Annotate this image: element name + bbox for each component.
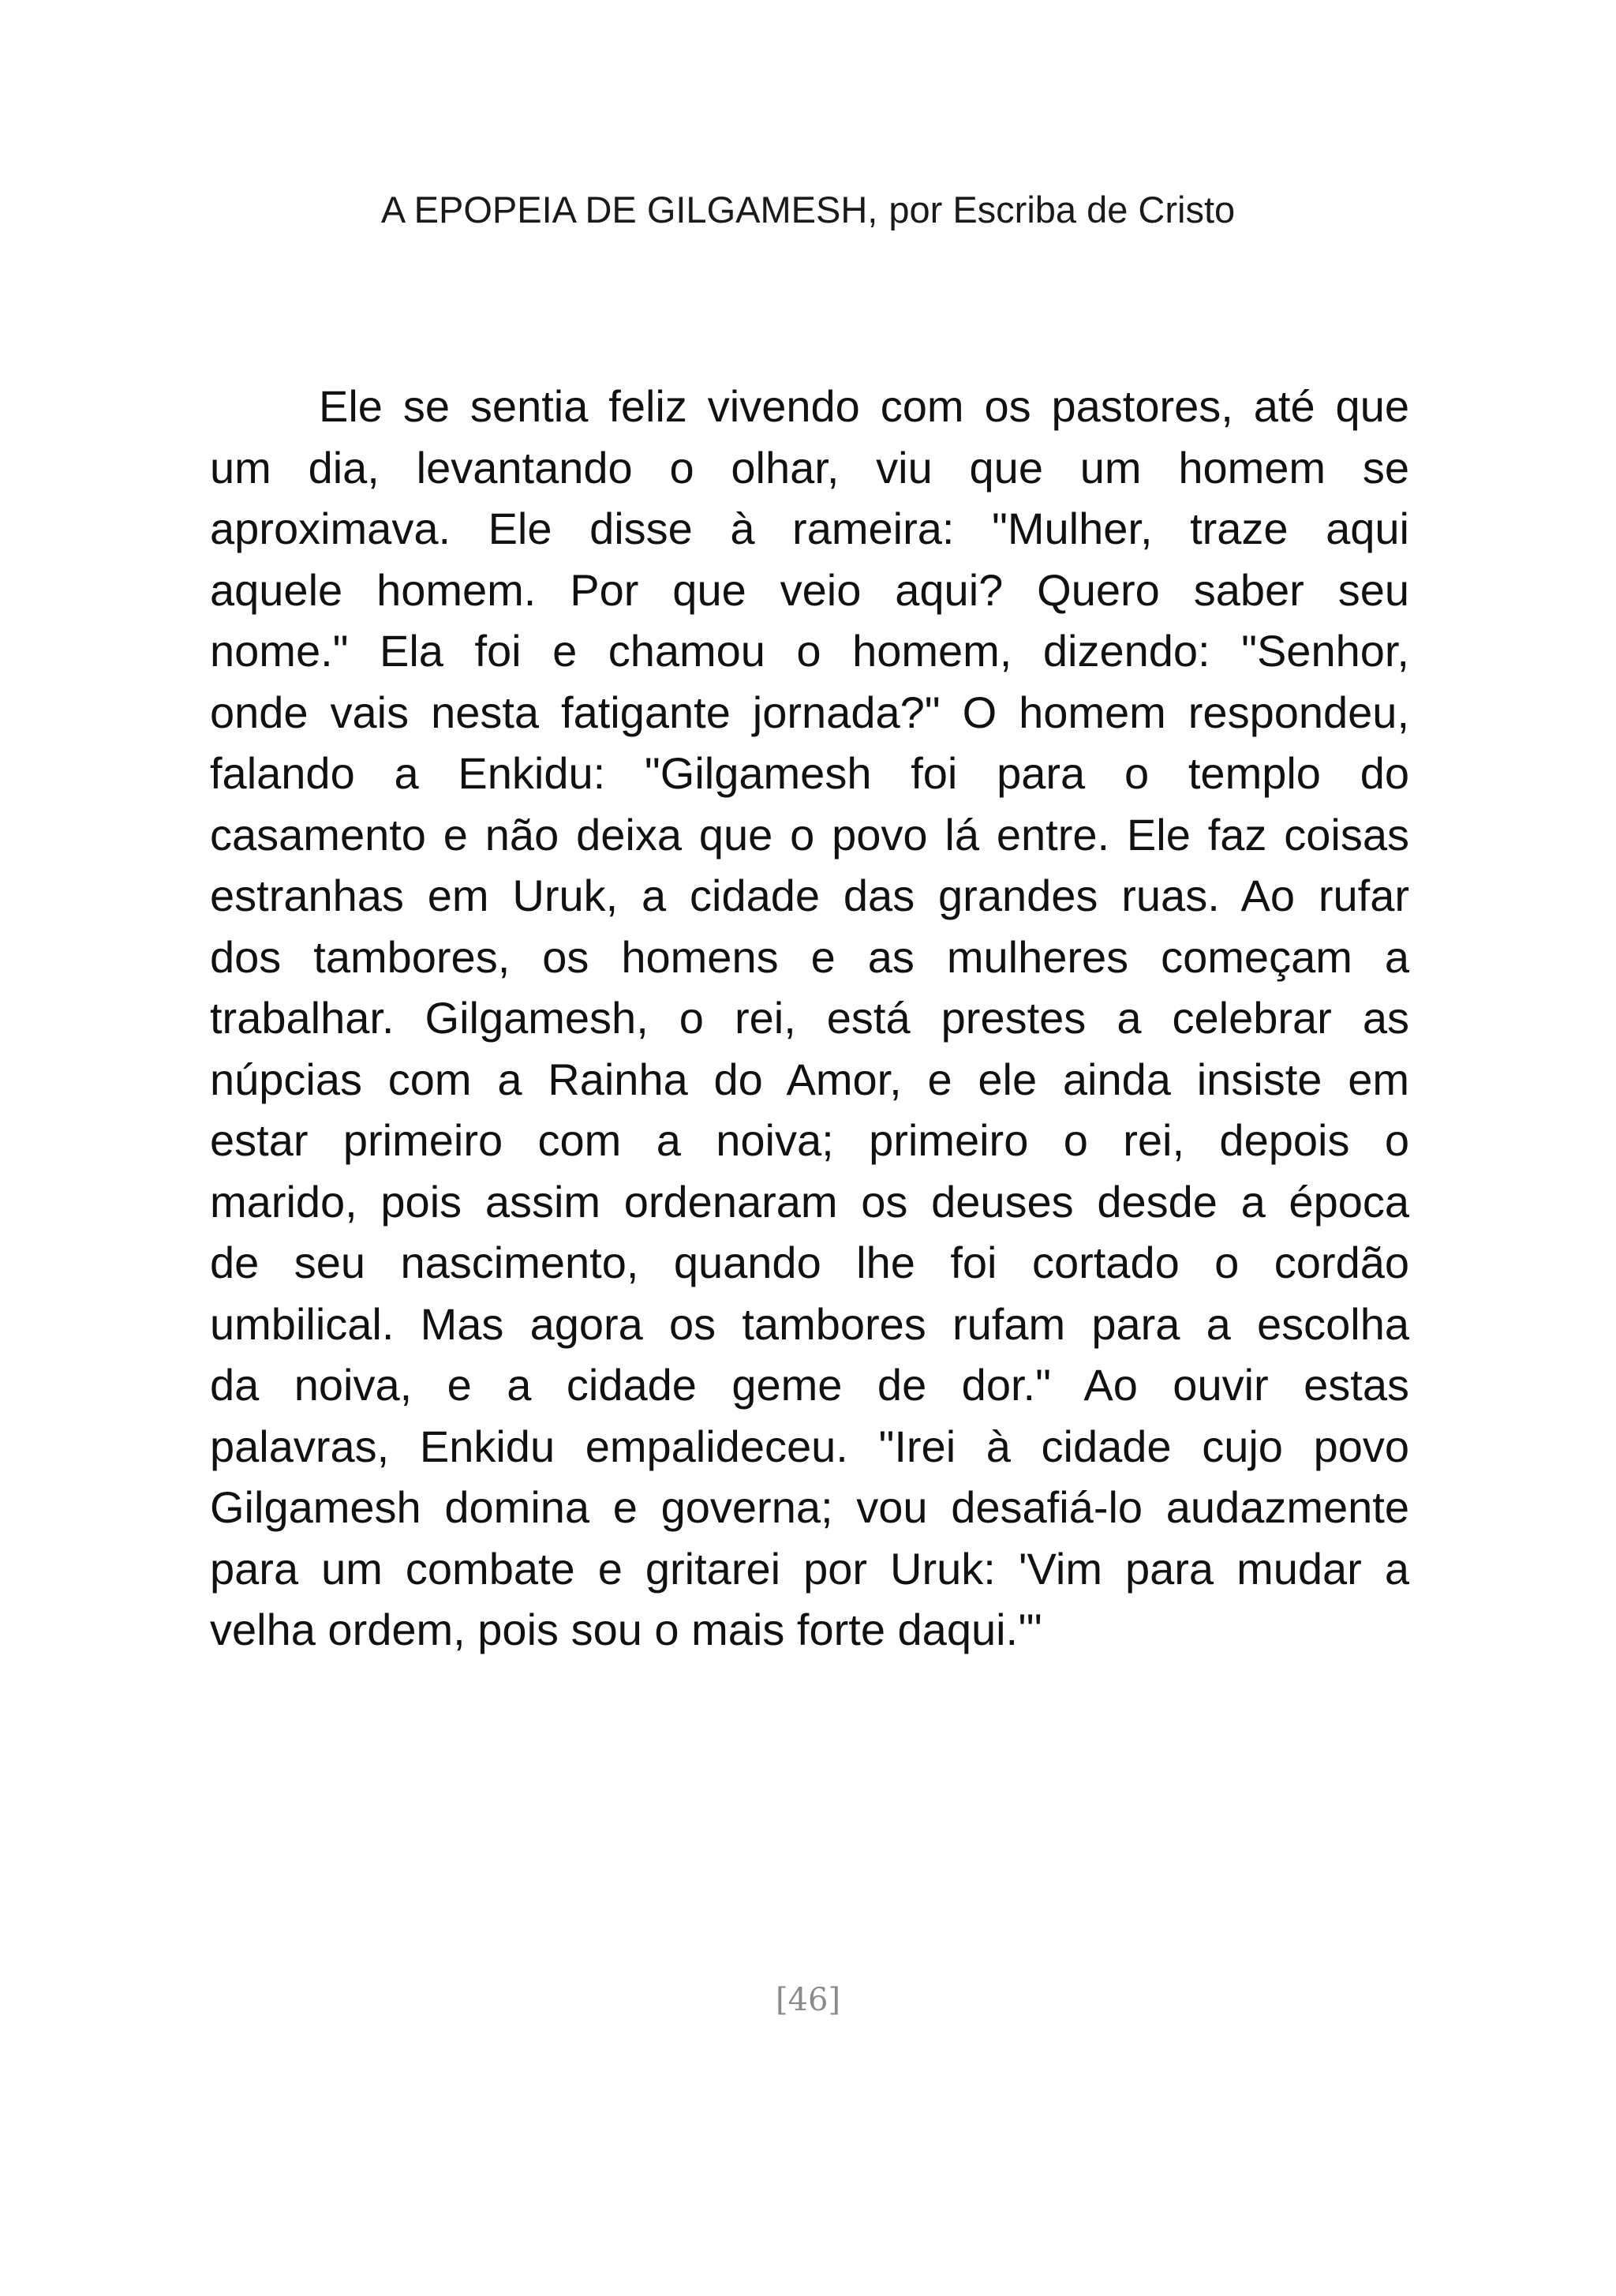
header-book-title: A EPOPEIA DE GILGAMESH,: [380, 189, 878, 230]
paragraph-line: palavras, Enkidu empalideceu. "Irei à cidade cujo povo: [210, 1421, 1409, 1471]
paragraph-line: aquele homem. Por que veio aqui? Quero saber seu: [210, 564, 1409, 615]
paragraph-line: aproximava. Ele disse à rameira: "Mulher, traze aqui: [210, 504, 1409, 553]
paragraph-line: Gilgamesh domina e governa; vou desafiá-lo audazmente: [210, 1482, 1409, 1532]
page-number: [46]: [775, 1982, 841, 2018]
paragraph-line: da noiva, e a cidade geme de dor." Ao ouvir estas: [210, 1360, 1409, 1410]
paragraph-line: falando a Enkidu: "Gilgamesh foi para o templo do: [210, 748, 1409, 798]
paragraph-line: casamento e não deixa que o povo lá entre. Ele faz coisas: [210, 809, 1409, 860]
paragraph-line: marido, pois assim ordenaram os deuses desde a época: [210, 1176, 1409, 1227]
paragraph-line: estranhas em Uruk, a cidade das grandes ruas. Ao rufar: [210, 871, 1409, 920]
paragraph-line: dos tambores, os homens e as mulheres começam a: [210, 931, 1409, 982]
body-paragraph: [210, 376, 1409, 1661]
paragraph-line: para um combate e gritarei por Uruk: 'Vim para mudar a: [210, 1543, 1409, 1594]
paragraph-line: um dia, levantando o olhar, viu que um homem se: [210, 442, 1409, 493]
paragraph-line: velha ordem, pois sou o mais forte daqui.'": [210, 1605, 1042, 1654]
paragraph-line: de seu nascimento, quando lhe foi cortado o cordão: [210, 1238, 1409, 1287]
paragraph-line: Ele se sentia feliz vivendo com os pastores, até que: [319, 381, 1409, 431]
paragraph-line: núpcias com a Rainha do Amor, e ele ainda insiste em: [210, 1054, 1409, 1104]
paragraph-line: onde vais nesta fatigante jornada?" O homem respondeu,: [210, 687, 1409, 737]
paragraph-line: umbilical. Mas agora os tambores rufam para a escolha: [210, 1298, 1409, 1349]
paragraph-line: trabalhar. Gilgamesh, o rei, está prestes a celebrar as: [210, 993, 1409, 1043]
paragraph-line: estar primeiro com a noiva; primeiro o rei, depois o: [210, 1115, 1409, 1165]
header-author: por Escriba de Cristo: [888, 189, 1236, 230]
paragraph-line: nome." Ela foi e chamou o homem, dizendo: "Senhor,: [210, 626, 1409, 676]
running-header: [0, 186, 1616, 234]
